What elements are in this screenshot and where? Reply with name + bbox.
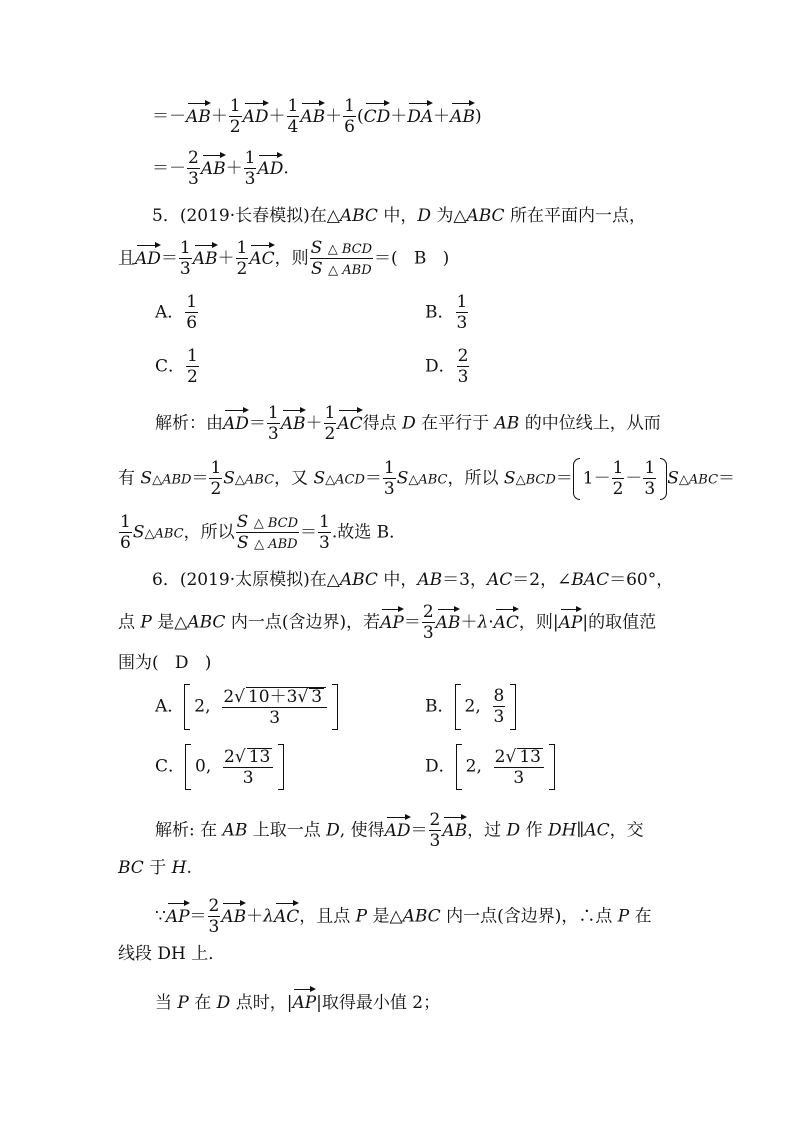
q5-answer: B — [413, 248, 427, 269]
q5-analysis-line-2: 有 S△ABD＝ $\frac{1}{2}$ S△ABC，又 S△ACD＝ $\frac{1}{3}$ S△ABC，所以 S△BCD＝ 1－ $\frac{1}{2}$ － $\frac{1}{3}$ S△ABC＝ — [118, 458, 736, 499]
q6-option-b: B． 2, $\frac{8}{3}$ — [425, 684, 516, 730]
q6-stem-line-3: 围为( D ) — [118, 653, 212, 673]
q6-answer: D — [174, 653, 189, 673]
q5-source: (2019·长春模拟) — [179, 206, 310, 226]
derivation-line-1: ＝－AB＋ $\frac{1}{2}$ AD＋ $\frac{1}{4}$ AB＋ $\frac{1}{6}$ (CD＋DA＋AB) — [152, 96, 482, 137]
q5-analysis-line-3: $\frac{1}{6}$ S△ABC，所以 $\frac{\text{S △ BCD}}{\text{S △ ABD}}$ ＝ $\frac{1}{3}$ .故选 B． — [120, 512, 407, 553]
q5-stem-line-1: 5．(2019·长春模拟)在△ABC 中，D 为△ABC 所在平面内一点， — [152, 206, 646, 226]
q6-option-a: A． 2, $\frac{2√ 10+3√ 3}{3}$ — [155, 684, 338, 730]
q5-option-b: B． $\frac{1}{3}$ — [425, 292, 468, 333]
q6-analysis-line-2: BC 于 H. — [118, 858, 192, 878]
q6-source: (2019·太原模拟) — [179, 570, 310, 590]
q6-analysis-line-5: 当 P 在 D 点时，|AP|取得最小值 2； — [155, 986, 684, 1012]
q6-stem-line-2: 点 P 是△ABC 内一点(含边界)，若AP＝ $\frac{2}{3}$ AB＋λ·AC，则|AP|的取值范 — [118, 602, 657, 643]
derivation-line-2: ＝－ $\frac{2}{3}$ AB＋ $\frac{1}{3}$ AD. — [152, 148, 289, 189]
q5-option-d: D． $\frac{2}{3}$ — [425, 346, 469, 387]
q5-option-c: C． $\frac{1}{2}$ — [155, 346, 198, 387]
q6-analysis-line-1: 解析: 在 AB 上取一点 D, 使得AD＝ $\frac{2}{3}$ AB，过 D 作 DH∥AC，交 — [155, 810, 644, 851]
q6-analysis-line-4: 线段 DH 上． — [118, 944, 226, 964]
q6-analysis-line-3: ∵AP＝ $\frac{2}{3}$ AB＋λAC，且点 P 是△ABC 内一点(含边界)，∴点 P 在 — [155, 896, 652, 937]
q6-option-c: C． 0, $\frac{2√ 13}{3}$ — [155, 744, 284, 790]
q5-analysis-label: 解析： — [155, 413, 206, 434]
q6-option-d: D． 2, $\frac{2√ 13}{3}$ — [425, 744, 555, 790]
q5-stem-line-2: 且AD＝ $\frac{1}{3}$ AB＋ $\frac{1}{2}$ AC，则 $\frac{\text{S △ BCD}}{\text{S △ ABD}}$ ＝( B ) — [118, 238, 450, 279]
q6-analysis-label: 解析 — [155, 820, 189, 841]
q5-option-a: A． $\frac{1}{6}$ — [155, 292, 198, 333]
q6-stem-line-1: 6．(2019·太原模拟)在△ABC 中，AB＝3，AC＝2，∠BAC＝60°， — [152, 570, 674, 590]
q5-analysis-line-1: 解析：由AD＝ $\frac{1}{3}$ AB＋ $\frac{1}{2}$ AC得点 D 在平行于 AB 的中位线上，从而 — [155, 403, 661, 444]
